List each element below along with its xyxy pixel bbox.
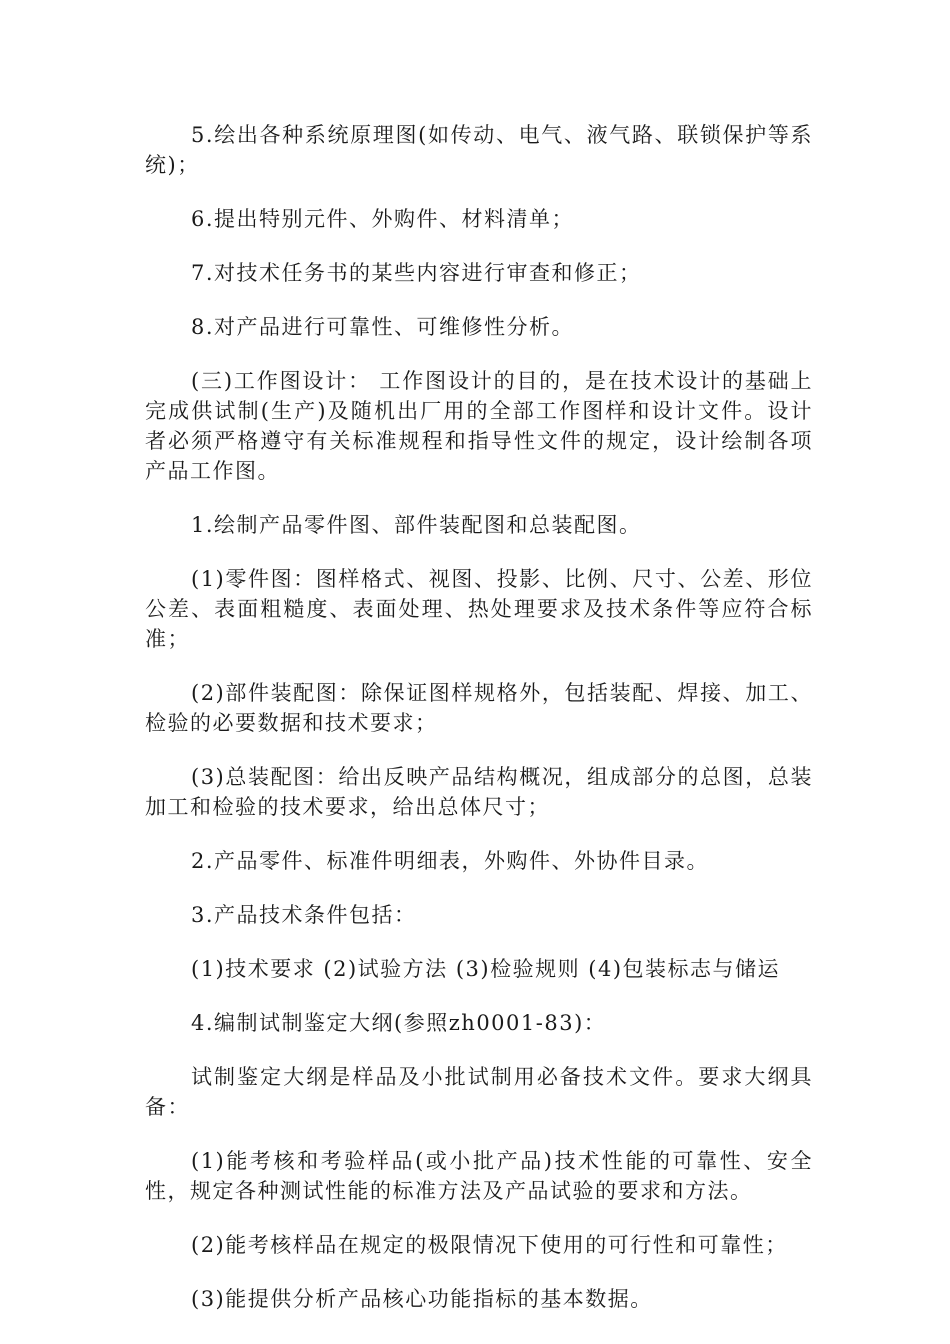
paragraph-technical-conditions: 3.产品技术条件包括： (191, 903, 417, 927)
paragraph-drawings: 1.绘制产品零件图、部件装配图和总装配图。 (191, 513, 642, 537)
paragraph-outline-item-3: (3)能提供分析产品核心功能指标的基本数据。 (191, 1287, 653, 1311)
paragraph-item-8: 8.对产品进行可靠性、可维修性分析。 (191, 315, 575, 339)
paragraph-parts-list: 2.产品零件、标准件明细表，外购件、外协件目录。 (191, 849, 710, 873)
paragraph-outline-item-1: (1)能考核和考验样品(或小批产品)技术性能的可靠性、安全性，规定各种测试性能的标准方法及产品试验的要求和方法。 (145, 1149, 813, 1203)
paragraph-outline-item-2: (2)能考核样品在规定的极限情况下使用的可行性和可靠性； (191, 1233, 788, 1257)
paragraph-component-assembly: (2)部件装配图：除保证图样规格外，包括装配、焊接、加工、检验的必要数据和技术要求； (145, 681, 813, 735)
paragraph-condition-items: (1)技术要求 (2)试验方法 (3)检验规则 (4)包装标志与储运 (191, 957, 781, 981)
paragraph-part-drawing: (1)零件图：图样格式、视图、投影、比例、尺寸、公差、形位公差、表面粗糙度、表面处理、热处理要求及技术条件等应符合标准； (145, 567, 813, 651)
paragraph-item-6: 6.提出特别元件、外购件、材料清单； (191, 207, 575, 231)
paragraph-item-7: 7.对技术任务书的某些内容进行审查和修正； (191, 261, 642, 285)
paragraph-outline-intro: 试制鉴定大纲是样品及小批试制用必备技术文件。要求大纲具备： (145, 1065, 813, 1119)
paragraph-item-5: 5.绘出各种系统原理图(如传动、电气、液气路、联锁保护等系统)； (145, 123, 813, 177)
document-page (145, 120, 813, 1338)
section-working-drawing-design: (三)工作图设计： 工作图设计的目的，是在技术设计的基础上完成供试制(生产)及随机出厂用的全部工作图样和设计文件。设计者必须严格遵守有关标准规程和指导性文件的规定，设计绘制各项产品工作图。 (145, 369, 813, 483)
paragraph-trial-outline: 4.编制试制鉴定大纲(参照zh0001-83)： (191, 1011, 607, 1035)
paragraph-general-assembly: (3)总装配图：给出反映产品结构概况，组成部分的总图，总装加工和检验的技术要求，给出总体尺寸； (145, 765, 813, 819)
